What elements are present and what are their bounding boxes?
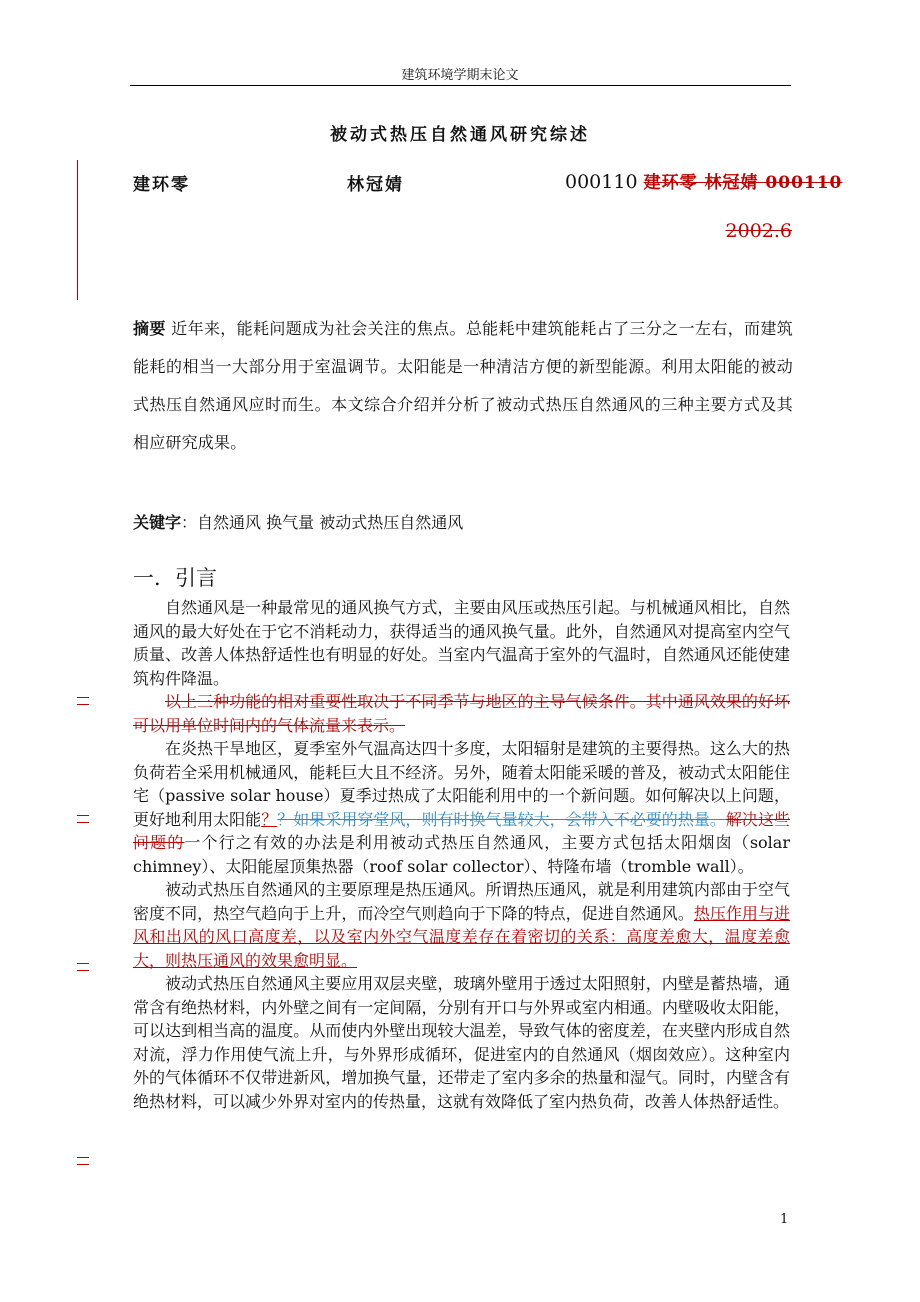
deleted-date: 2002.6 xyxy=(725,220,792,242)
header-rule xyxy=(130,85,791,86)
inserted-text: ？ xyxy=(261,809,278,829)
abstract xyxy=(133,310,793,462)
paper-title: 被动式热压自然通风研究综述 xyxy=(330,125,590,145)
paragraph: 被动式热压自然通风主要应用双层夹壁，玻璃外壁用于透过太阳照射，内壁是蓄热墙，通常含有绝热材料，内外壁之间有一定间隔，分别有开口与外界或室内相通。内壁吸收太阳能，可以达到相当高的温度。从而使内外壁出现较大温差，导致气体的密度差，在夹壁内形成自然对流，浮力作用使气流上升，与外界形成循环，促进室内的自然通风（烟囱效应）。这种室内外的气体循环不仅带进新风，增加换气量，还带走了室内多余的热量和湿气。同时，内壁含有绝热材料，可以减少外界对室内的传热量，这就有效降低了室内热负荷，改善人体热舒适性。 xyxy=(133,974,790,1111)
paragraph-text: 在炎热干旱地区，夏季室外气温高达四十多度，太阳辐射是建筑的主要得热。这么大的热负荷若全采用机械通风，能耗巨大且不经济。另外，随着太阳能采暖的普及，被动式太阳能住宅（passive solar house）夏季过热成了太阳能利用中的一个新问题。如何解决以上问题，更好地利用太阳能 xyxy=(133,739,790,829)
paragraph xyxy=(133,737,790,878)
change-bar xyxy=(77,160,78,300)
deleted-author-line: 建环零 林冠婧 000110 xyxy=(643,173,843,193)
author-name: 林冠婧 xyxy=(347,175,404,195)
keywords-text: ：自然通风 换气量 被动式热压自然通风 xyxy=(181,513,464,532)
change-bar xyxy=(77,815,89,823)
paragraph: 自然通风是一种最常见的通风换气方式，主要由风压或热压引起。与机械通风相比，自然通风的最大好处在于它不消耗动力，获得适当的通风换气量。此外，自然通风对提高室内空气质量、改善人体热舒适性也有明显的好处。当室内气温高于室外的气温时，自然通风还能使建筑构件降温。 xyxy=(133,598,790,688)
student-id: 000110 xyxy=(565,171,638,193)
author-line-right xyxy=(565,168,842,193)
keywords xyxy=(133,510,463,533)
deleted-paragraph: 以上三种功能的相对重要性取决于不同季节与地区的主导气候条件。其中通风效果的好坏可以用单位时间内的气体流量来表示。 xyxy=(133,692,790,735)
abstract-label: 摘要 xyxy=(133,319,166,338)
deleted-text: ？如果采用穿堂风，则有时换气量较大，会带入不必要的热量。 xyxy=(277,809,726,829)
change-bar xyxy=(77,1157,89,1165)
page-number: 1 xyxy=(780,1212,789,1227)
body-text xyxy=(133,596,790,1113)
running-header: 建筑环境学期末论文 xyxy=(401,68,519,83)
author-dept: 建环零 xyxy=(133,175,190,195)
paragraph-text: 被动式热压自然通风的主要原理是热压通风。所谓热压通风，就是利用建筑内部由于空气密度不同，热空气趋向于上升，而冷空气则趋向于下降的特点，促进自然通风。 xyxy=(133,880,790,923)
paragraph xyxy=(133,878,790,972)
abstract-text: 近年来，能耗问题成为社会关注的焦点。总能耗中建筑能耗占了三分之一左右，而建筑能耗的相当一大部分用于室温调节。太阳能是一种清洁方便的新型能源。利用太阳能的被动式热压自然通风应时而生。本文综合介绍并分析了被动式热压自然通风的三种主要方式及其相应研究成果。 xyxy=(133,319,793,452)
inserted-text: 热压作用与进风和出风的风口高度差，以及室内外空气温度差存在着密切的关系：高度差愈大，温度差愈大，则热压通风的效果愈明显。 xyxy=(133,903,790,970)
change-bar xyxy=(77,697,89,705)
change-bar xyxy=(77,963,89,971)
paragraph-text: 一个行之有效的办法是利用被动式热压自然通风，主要方式包括太阳烟囱（solar chimney）、太阳能屋顶集热器（roof solar collector）、特隆布墙（tromble wall）。 xyxy=(133,833,790,876)
deleted-text: 解决这些问题的 xyxy=(133,809,790,852)
keywords-label: 关键字 xyxy=(133,513,182,532)
section-heading: 一．引言 xyxy=(133,566,217,590)
